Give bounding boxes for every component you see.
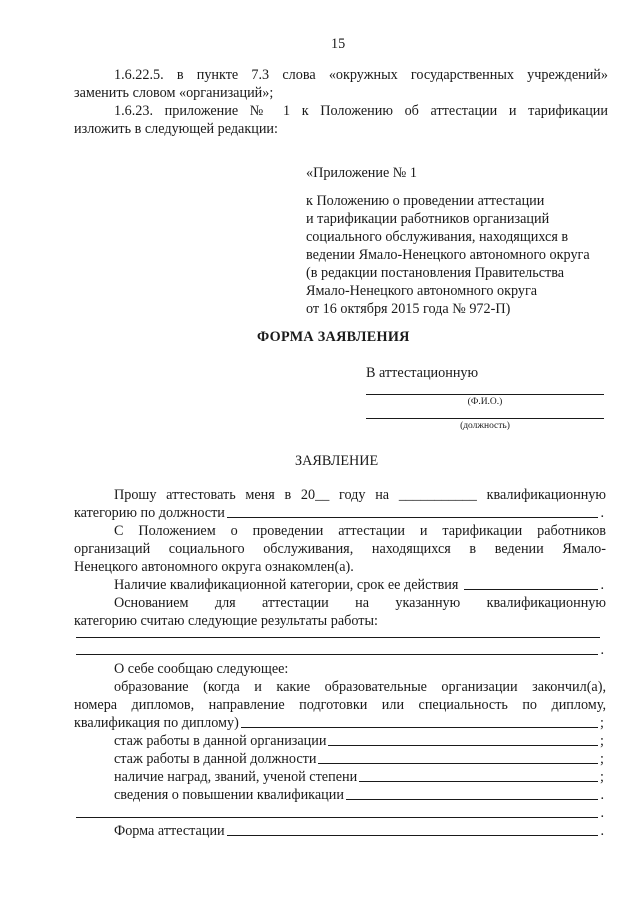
training-extra-blank[interactable] — [76, 817, 598, 818]
fio-line — [366, 394, 604, 395]
experience-pos-blank[interactable] — [318, 763, 598, 764]
education-line1: образование (когда и какие образовательные организации закончил(а), — [114, 679, 606, 695]
appendix-line: социального обслуживания, находящихся в — [306, 229, 569, 245]
experience-org-label: стаж работы в данной организации — [114, 733, 327, 749]
training-label: сведения о повышении квалификации — [114, 787, 344, 803]
amendment-1-6-23-line1: 1.6.23. приложение № 1 к Положению об аттестации и тарификации — [114, 103, 608, 119]
experience-pos-row — [114, 750, 604, 768]
position-line — [366, 418, 604, 419]
results-line[interactable] — [76, 637, 600, 638]
punctuation: . — [600, 642, 604, 658]
results-blank[interactable] — [76, 654, 598, 655]
education-label: квалификация по диплому) — [74, 715, 239, 731]
form-title: ФОРМА ЗАЯВЛЕНИЯ — [257, 329, 410, 345]
appendix-line: ведении Ямало-Ненецкого автономного округа — [306, 247, 590, 263]
category-blank[interactable] — [464, 589, 598, 590]
appendix-line: и тарификации работников организаций — [306, 211, 550, 227]
education-blank[interactable] — [241, 727, 598, 728]
position-label: категорию по должности — [74, 505, 225, 521]
basis-line1: Основанием для аттестации на указанную квалификационную — [114, 595, 606, 611]
attestation-form-row — [114, 822, 604, 840]
training-extra-row — [74, 804, 604, 822]
category-label: Наличие квалификационной категории, срок ее действия — [114, 577, 459, 593]
request-line2 — [74, 504, 604, 522]
statement-title: ЗАЯВЛЕНИЕ — [295, 453, 379, 469]
punctuation: . — [600, 787, 604, 803]
education-line2: номера дипломов, направление подготовки или специальность по диплому, — [74, 697, 606, 713]
punctuation: . — [600, 805, 604, 821]
punctuation: ; — [600, 769, 604, 785]
awards-label: наличие наград, званий, ученой степени — [114, 769, 358, 785]
appendix-line: к Положению о проведении аттестации — [306, 193, 545, 209]
addressee-to: В аттестационную — [366, 365, 479, 381]
attestation-form-label: Форма аттестации — [114, 823, 225, 839]
appendix-title: «Приложение № 1 — [306, 165, 417, 181]
page-number: 15 — [331, 36, 346, 52]
familiar-line1: С Положением о проведении аттестации и тарификации работников — [114, 523, 606, 539]
awards-blank[interactable] — [359, 781, 598, 782]
position-caption: (должность) — [460, 421, 510, 431]
about-label: О себе сообщаю следующее: — [114, 661, 289, 677]
amendment-1-6-23-line2: изложить в следующей редакции: — [74, 121, 278, 137]
familiar-line2: организаций социального обслуживания, находящихся в ведении Ямало- — [74, 541, 606, 557]
results-row — [74, 641, 604, 659]
fio-caption: (Ф.И.О.) — [467, 397, 503, 407]
punctuation: . — [600, 577, 604, 593]
appendix-line: (в редакции постановления Правительства — [306, 265, 565, 281]
awards-row — [114, 768, 604, 786]
category-row — [114, 576, 604, 594]
amendment-1-6-22-5-line2: заменить словом «организаций»; — [74, 85, 274, 101]
appendix-line: Ямало-Ненецкого автономного округа — [306, 283, 538, 299]
training-blank[interactable] — [346, 799, 599, 800]
experience-pos-label: стаж работы в данной должности — [114, 751, 317, 767]
punctuation: ; — [600, 715, 604, 731]
experience-org-blank[interactable] — [328, 745, 598, 746]
basis-line2: категорию считаю следующие результаты работы: — [74, 613, 378, 629]
training-row — [114, 786, 604, 804]
punctuation: . — [600, 823, 604, 839]
familiar-line3: Ненецкого автономного округа ознакомлен(а). — [74, 559, 354, 575]
punctuation: ; — [600, 733, 604, 749]
education-row — [74, 714, 604, 732]
position-blank[interactable] — [227, 517, 599, 518]
amendment-1-6-22-5-line1: 1.6.22.5. в пункте 7.3 слова «окружных государственных учреждений» — [114, 67, 608, 83]
punctuation: ; — [600, 751, 604, 767]
attestation-form-blank[interactable] — [227, 835, 599, 836]
appendix-line: от 16 октября 2015 года № 972-П) — [306, 301, 511, 317]
request-line1: Прошу аттестовать меня в 20__ году на ___________ квалификационную — [114, 487, 606, 503]
punctuation: . — [600, 505, 604, 521]
experience-org-row — [114, 732, 604, 750]
